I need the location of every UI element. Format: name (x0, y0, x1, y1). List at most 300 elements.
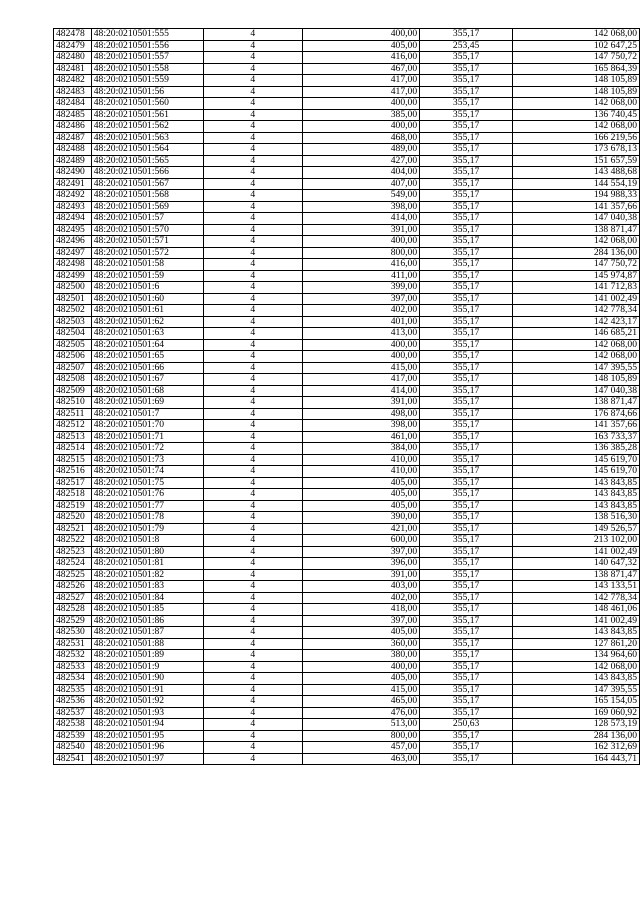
row-number-cell: 482522 (54, 535, 92, 547)
cadastral-number-cell: 48:20:0210501:558 (91, 63, 203, 75)
group-cell: 4 (203, 63, 302, 75)
rate-cell: 355,17 (420, 523, 513, 535)
row-number-cell: 482495 (54, 224, 92, 236)
cadastral-number-cell: 48:20:0210501:81 (91, 558, 203, 570)
group-cell: 4 (203, 420, 302, 432)
cadastral-number-cell: 48:20:0210501:67 (91, 374, 203, 386)
value-cell: 147 750,72 (513, 52, 640, 64)
row-number-cell: 482529 (54, 615, 92, 627)
table-row (54, 29, 640, 41)
row-number-cell: 482498 (54, 259, 92, 271)
value-cell: 284 136,00 (513, 247, 640, 259)
cadastral-number-cell: 48:20:0210501:90 (91, 673, 203, 685)
table-row (54, 546, 640, 558)
row-number-cell: 482510 (54, 397, 92, 409)
cadastral-number-cell: 48:20:0210501:59 (91, 270, 203, 282)
value-cell: 102 647,25 (513, 40, 640, 52)
table-row (54, 477, 640, 489)
group-cell: 4 (203, 615, 302, 627)
table-row (54, 730, 640, 742)
row-number-cell: 482497 (54, 247, 92, 259)
area-cell: 800,00 (302, 730, 419, 742)
table-row (54, 443, 640, 455)
cadastral-number-cell: 48:20:0210501:9 (91, 661, 203, 673)
rate-cell: 355,17 (420, 466, 513, 478)
group-cell: 4 (203, 535, 302, 547)
cadastral-number-cell: 48:20:0210501:568 (91, 190, 203, 202)
row-number-cell: 482538 (54, 719, 92, 731)
value-cell: 142 068,00 (513, 29, 640, 41)
value-cell: 169 060,92 (513, 707, 640, 719)
cadastral-number-cell: 48:20:0210501:555 (91, 29, 203, 41)
area-cell: 405,00 (302, 673, 419, 685)
row-number-cell: 482525 (54, 569, 92, 581)
rate-cell: 355,17 (420, 247, 513, 259)
row-number-cell: 482483 (54, 86, 92, 98)
cadastral-number-cell: 48:20:0210501:564 (91, 144, 203, 156)
rate-cell: 355,17 (420, 178, 513, 190)
table-row (54, 742, 640, 754)
row-number-cell: 482506 (54, 351, 92, 363)
group-cell: 4 (203, 466, 302, 478)
value-cell: 148 105,89 (513, 374, 640, 386)
table-row (54, 201, 640, 213)
table-row (54, 178, 640, 190)
group-cell: 4 (203, 374, 302, 386)
row-number-cell: 482492 (54, 190, 92, 202)
area-cell: 489,00 (302, 144, 419, 156)
rate-cell: 355,17 (420, 569, 513, 581)
value-cell: 145 974,87 (513, 270, 640, 282)
value-cell: 148 105,89 (513, 75, 640, 87)
table-row (54, 454, 640, 466)
rate-cell: 355,17 (420, 132, 513, 144)
group-cell: 4 (203, 385, 302, 397)
group-cell: 4 (203, 109, 302, 121)
area-cell: 407,00 (302, 178, 419, 190)
table-row (54, 362, 640, 374)
cadastral-number-cell: 48:20:0210501:91 (91, 684, 203, 696)
rate-cell: 355,17 (420, 259, 513, 271)
table-row (54, 63, 640, 75)
table-row (54, 293, 640, 305)
value-cell: 284 136,00 (513, 730, 640, 742)
area-cell: 476,00 (302, 707, 419, 719)
table-row (54, 224, 640, 236)
area-cell: 397,00 (302, 615, 419, 627)
value-cell: 141 357,66 (513, 201, 640, 213)
area-cell: 427,00 (302, 155, 419, 167)
row-number-cell: 482499 (54, 270, 92, 282)
cadastral-number-cell: 48:20:0210501:70 (91, 420, 203, 432)
table-row (54, 167, 640, 179)
value-cell: 144 554,19 (513, 178, 640, 190)
rate-cell: 355,17 (420, 627, 513, 639)
cadastral-number-cell: 48:20:0210501:69 (91, 397, 203, 409)
row-number-cell: 482519 (54, 500, 92, 512)
rate-cell: 355,17 (420, 454, 513, 466)
rate-cell: 355,17 (420, 615, 513, 627)
row-number-cell: 482531 (54, 638, 92, 650)
area-cell: 397,00 (302, 293, 419, 305)
row-number-cell: 482524 (54, 558, 92, 570)
value-cell: 146 685,21 (513, 328, 640, 340)
area-cell: 360,00 (302, 638, 419, 650)
group-cell: 4 (203, 569, 302, 581)
value-cell: 138 871,47 (513, 224, 640, 236)
cadastral-number-cell: 48:20:0210501:95 (91, 730, 203, 742)
area-cell: 414,00 (302, 213, 419, 225)
group-cell: 4 (203, 604, 302, 616)
cadastral-number-cell: 48:20:0210501:561 (91, 109, 203, 121)
row-number-cell: 482516 (54, 466, 92, 478)
table-row (54, 523, 640, 535)
table-row (54, 696, 640, 708)
area-cell: 380,00 (302, 650, 419, 662)
cadastral-number-cell: 48:20:0210501:60 (91, 293, 203, 305)
area-cell: 405,00 (302, 500, 419, 512)
rate-cell: 355,17 (420, 730, 513, 742)
rate-cell: 355,17 (420, 684, 513, 696)
value-cell: 142 423,17 (513, 316, 640, 328)
rate-cell: 355,17 (420, 351, 513, 363)
area-cell: 418,00 (302, 604, 419, 616)
group-cell: 4 (203, 638, 302, 650)
cadastral-number-cell: 48:20:0210501:61 (91, 305, 203, 317)
table-row (54, 512, 640, 524)
cadastral-number-cell: 48:20:0210501:93 (91, 707, 203, 719)
value-cell: 163 733,37 (513, 431, 640, 443)
row-number-cell: 482537 (54, 707, 92, 719)
rate-cell: 355,17 (420, 592, 513, 604)
row-number-cell: 482520 (54, 512, 92, 524)
row-number-cell: 482513 (54, 431, 92, 443)
area-cell: 385,00 (302, 109, 419, 121)
table-row (54, 569, 640, 581)
row-number-cell: 482517 (54, 477, 92, 489)
group-cell: 4 (203, 328, 302, 340)
table-row (54, 109, 640, 121)
cadastral-number-cell: 48:20:0210501:563 (91, 132, 203, 144)
group-cell: 4 (203, 523, 302, 535)
group-cell: 4 (203, 201, 302, 213)
area-cell: 384,00 (302, 443, 419, 455)
rate-cell: 355,17 (420, 489, 513, 501)
group-cell: 4 (203, 155, 302, 167)
row-number-cell: 482507 (54, 362, 92, 374)
rate-cell: 355,17 (420, 190, 513, 202)
area-cell: 467,00 (302, 63, 419, 75)
area-cell: 417,00 (302, 86, 419, 98)
rate-cell: 355,17 (420, 109, 513, 121)
value-cell: 164 443,71 (513, 753, 640, 765)
rate-cell: 355,17 (420, 282, 513, 294)
group-cell: 4 (203, 730, 302, 742)
group-cell: 4 (203, 282, 302, 294)
value-cell: 149 526,57 (513, 523, 640, 535)
rate-cell: 355,17 (420, 753, 513, 765)
group-cell: 4 (203, 673, 302, 685)
cadastral-number-cell: 48:20:0210501:57 (91, 213, 203, 225)
area-cell: 465,00 (302, 696, 419, 708)
table-row (54, 236, 640, 248)
rate-cell: 355,17 (420, 546, 513, 558)
area-cell: 404,00 (302, 167, 419, 179)
rate-cell: 355,17 (420, 420, 513, 432)
area-cell: 405,00 (302, 477, 419, 489)
table-row (54, 339, 640, 351)
cadastral-number-cell: 48:20:0210501:77 (91, 500, 203, 512)
value-cell: 143 488,68 (513, 167, 640, 179)
value-cell: 143 843,85 (513, 477, 640, 489)
cadastral-number-cell: 48:20:0210501:88 (91, 638, 203, 650)
table-row (54, 500, 640, 512)
cadastral-number-cell: 48:20:0210501:560 (91, 98, 203, 110)
row-number-cell: 482491 (54, 178, 92, 190)
table-row (54, 316, 640, 328)
rate-cell: 355,17 (420, 650, 513, 662)
group-cell: 4 (203, 270, 302, 282)
value-cell: 143 133,51 (513, 581, 640, 593)
area-cell: 457,00 (302, 742, 419, 754)
table-row (54, 638, 640, 650)
cadastral-number-cell: 48:20:0210501:87 (91, 627, 203, 639)
table-row (54, 328, 640, 340)
table-row (54, 627, 640, 639)
table-row (54, 98, 640, 110)
value-cell: 142 068,00 (513, 351, 640, 363)
group-cell: 4 (203, 661, 302, 673)
group-cell: 4 (203, 190, 302, 202)
area-cell: 416,00 (302, 52, 419, 64)
row-number-cell: 482518 (54, 489, 92, 501)
value-cell: 145 619,70 (513, 466, 640, 478)
table-row (54, 282, 640, 294)
rate-cell: 355,17 (420, 305, 513, 317)
area-cell: 405,00 (302, 627, 419, 639)
cadastral-number-cell: 48:20:0210501:56 (91, 86, 203, 98)
rate-cell: 355,17 (420, 431, 513, 443)
table-row (54, 385, 640, 397)
area-cell: 549,00 (302, 190, 419, 202)
cadastral-number-cell: 48:20:0210501:556 (91, 40, 203, 52)
value-cell: 142 068,00 (513, 339, 640, 351)
table-row (54, 305, 640, 317)
rate-cell: 355,17 (420, 98, 513, 110)
table-row (54, 52, 640, 64)
area-cell: 415,00 (302, 362, 419, 374)
cadastral-number-cell: 48:20:0210501:562 (91, 121, 203, 133)
value-cell: 141 002,49 (513, 546, 640, 558)
group-cell: 4 (203, 259, 302, 271)
group-cell: 4 (203, 132, 302, 144)
row-number-cell: 482488 (54, 144, 92, 156)
row-number-cell: 482508 (54, 374, 92, 386)
cadastral-number-cell: 48:20:0210501:62 (91, 316, 203, 328)
rate-cell: 355,17 (420, 604, 513, 616)
group-cell: 4 (203, 707, 302, 719)
cadastral-number-cell: 48:20:0210501:71 (91, 431, 203, 443)
group-cell: 4 (203, 512, 302, 524)
table-row (54, 420, 640, 432)
table-row (54, 213, 640, 225)
group-cell: 4 (203, 52, 302, 64)
row-number-cell: 482494 (54, 213, 92, 225)
rate-cell: 355,17 (420, 293, 513, 305)
cadastral-number-cell: 48:20:0210501:65 (91, 351, 203, 363)
area-cell: 400,00 (302, 98, 419, 110)
group-cell: 4 (203, 592, 302, 604)
value-cell: 136 385,28 (513, 443, 640, 455)
cadastral-number-cell: 48:20:0210501:94 (91, 719, 203, 731)
value-cell: 147 750,72 (513, 259, 640, 271)
area-cell: 391,00 (302, 397, 419, 409)
value-cell: 127 861,20 (513, 638, 640, 650)
cadastral-number-cell: 48:20:0210501:74 (91, 466, 203, 478)
cadastral-number-cell: 48:20:0210501:86 (91, 615, 203, 627)
row-number-cell: 482496 (54, 236, 92, 248)
group-cell: 4 (203, 247, 302, 259)
rate-cell: 355,17 (420, 742, 513, 754)
table-row (54, 719, 640, 731)
group-cell: 4 (203, 178, 302, 190)
rate-cell: 355,17 (420, 339, 513, 351)
table-row (54, 132, 640, 144)
rate-cell: 355,17 (420, 385, 513, 397)
rate-cell: 355,17 (420, 201, 513, 213)
rate-cell: 355,17 (420, 512, 513, 524)
area-cell: 396,00 (302, 558, 419, 570)
area-cell: 416,00 (302, 259, 419, 271)
table-row (54, 40, 640, 52)
row-number-cell: 482486 (54, 121, 92, 133)
area-cell: 403,00 (302, 581, 419, 593)
group-cell: 4 (203, 742, 302, 754)
area-cell: 413,00 (302, 328, 419, 340)
row-number-cell: 482502 (54, 305, 92, 317)
group-cell: 4 (203, 650, 302, 662)
table-row (54, 270, 640, 282)
table-row (54, 374, 640, 386)
area-cell: 513,00 (302, 719, 419, 731)
cadastral-number-cell: 48:20:0210501:75 (91, 477, 203, 489)
row-number-cell: 482493 (54, 201, 92, 213)
table-row (54, 707, 640, 719)
area-cell: 461,00 (302, 431, 419, 443)
area-cell: 600,00 (302, 535, 419, 547)
rate-cell: 355,17 (420, 581, 513, 593)
rate-cell: 355,17 (420, 224, 513, 236)
rate-cell: 355,17 (420, 500, 513, 512)
value-cell: 147 040,38 (513, 213, 640, 225)
row-number-cell: 482485 (54, 109, 92, 121)
row-number-cell: 482526 (54, 581, 92, 593)
row-number-cell: 482523 (54, 546, 92, 558)
row-number-cell: 482514 (54, 443, 92, 455)
table-row (54, 558, 640, 570)
rate-cell: 355,17 (420, 408, 513, 420)
row-number-cell: 482480 (54, 52, 92, 64)
row-number-cell: 482527 (54, 592, 92, 604)
cadastral-number-cell: 48:20:0210501:557 (91, 52, 203, 64)
value-cell: 165 154,05 (513, 696, 640, 708)
rate-cell: 355,17 (420, 155, 513, 167)
row-number-cell: 482509 (54, 385, 92, 397)
group-cell: 4 (203, 489, 302, 501)
value-cell: 194 988,33 (513, 190, 640, 202)
cadastral-number-cell: 48:20:0210501:83 (91, 581, 203, 593)
row-number-cell: 482539 (54, 730, 92, 742)
table-row (54, 581, 640, 593)
value-cell: 142 068,00 (513, 121, 640, 133)
area-cell: 410,00 (302, 466, 419, 478)
row-number-cell: 482534 (54, 673, 92, 685)
group-cell: 4 (203, 581, 302, 593)
row-number-cell: 482540 (54, 742, 92, 754)
area-cell: 463,00 (302, 753, 419, 765)
cadastral-number-cell: 48:20:0210501:80 (91, 546, 203, 558)
row-number-cell: 482536 (54, 696, 92, 708)
group-cell: 4 (203, 753, 302, 765)
group-cell: 4 (203, 558, 302, 570)
table-body (54, 29, 640, 765)
table-row (54, 397, 640, 409)
group-cell: 4 (203, 305, 302, 317)
rate-cell: 355,17 (420, 213, 513, 225)
row-number-cell: 482521 (54, 523, 92, 535)
value-cell: 151 657,59 (513, 155, 640, 167)
rate-cell: 355,17 (420, 477, 513, 489)
group-cell: 4 (203, 144, 302, 156)
rate-cell: 355,17 (420, 167, 513, 179)
value-cell: 145 619,70 (513, 454, 640, 466)
rate-cell: 355,17 (420, 328, 513, 340)
area-cell: 410,00 (302, 454, 419, 466)
cadastral-number-cell: 48:20:0210501:8 (91, 535, 203, 547)
row-number-cell: 482501 (54, 293, 92, 305)
group-cell: 4 (203, 40, 302, 52)
row-number-cell: 482490 (54, 167, 92, 179)
area-cell: 400,00 (302, 661, 419, 673)
row-number-cell: 482487 (54, 132, 92, 144)
area-cell: 800,00 (302, 247, 419, 259)
area-cell: 417,00 (302, 75, 419, 87)
group-cell: 4 (203, 167, 302, 179)
table-row (54, 431, 640, 443)
group-cell: 4 (203, 719, 302, 731)
value-cell: 165 864,39 (513, 63, 640, 75)
table-row (54, 604, 640, 616)
cadastral-number-cell: 48:20:0210501:569 (91, 201, 203, 213)
cadastral-number-cell: 48:20:0210501:84 (91, 592, 203, 604)
value-cell: 142 778,34 (513, 305, 640, 317)
rate-cell: 355,17 (420, 86, 513, 98)
group-cell: 4 (203, 500, 302, 512)
table-row (54, 155, 640, 167)
cadastral-number-cell: 48:20:0210501:6 (91, 282, 203, 294)
row-number-cell: 482515 (54, 454, 92, 466)
row-number-cell: 482505 (54, 339, 92, 351)
group-cell: 4 (203, 431, 302, 443)
rate-cell: 355,17 (420, 52, 513, 64)
row-number-cell: 482511 (54, 408, 92, 420)
rate-cell: 355,17 (420, 535, 513, 547)
cadastral-number-cell: 48:20:0210501:63 (91, 328, 203, 340)
value-cell: 173 678,13 (513, 144, 640, 156)
rate-cell: 355,17 (420, 374, 513, 386)
rate-cell: 355,17 (420, 558, 513, 570)
row-number-cell: 482489 (54, 155, 92, 167)
